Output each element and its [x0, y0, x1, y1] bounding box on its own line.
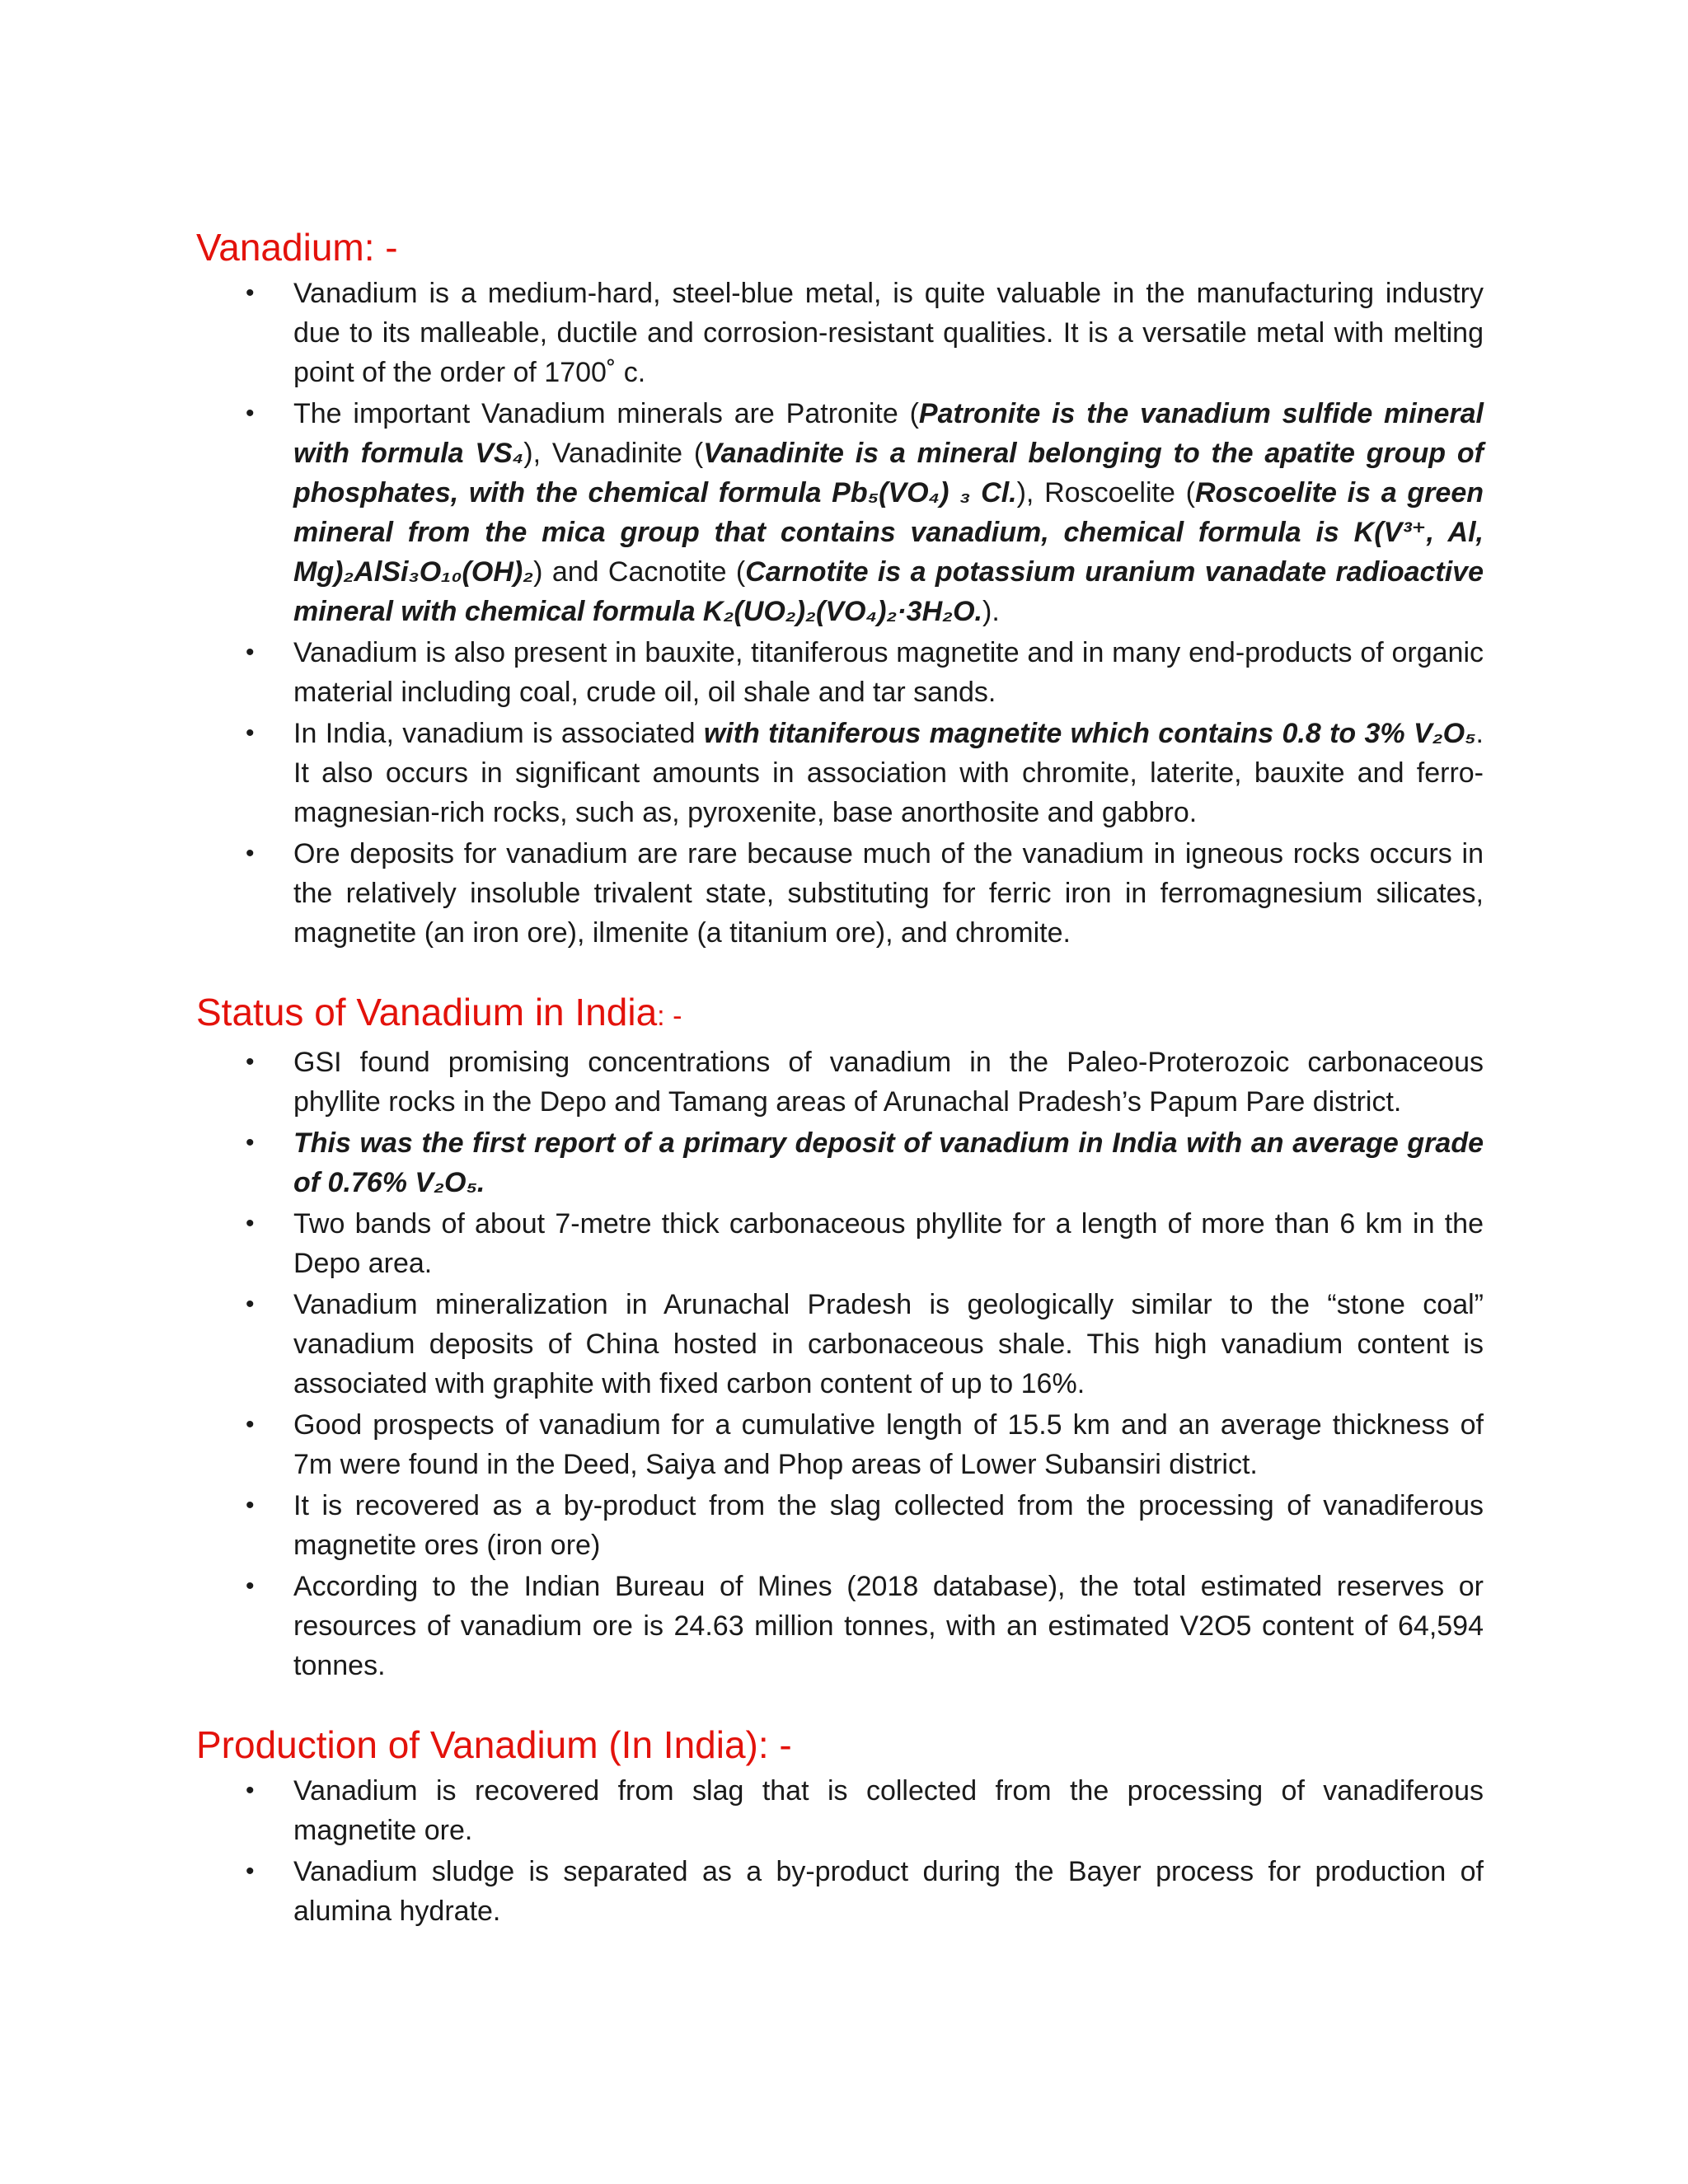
body-text: According to the Indian Bureau of Mines (2018 database), the total estimated reserves or resources of vanadium ore is 24.63 million tonnes, with an estimated V2O5 content of 64,594 tonnes.: [293, 1571, 1484, 1681]
emphasized-text: Vanadinite is a mineral belonging to the apatite group of phosphates, with the chemical formula Pb₅(VO₄) ₃ Cl.: [293, 438, 1484, 509]
list-item: [196, 714, 1484, 832]
bullet-icon: •: [246, 639, 255, 666]
section-3: [196, 1720, 1484, 1931]
section-heading: [196, 1720, 1484, 1769]
section-heading: [196, 987, 1484, 1041]
section-1: [196, 223, 1484, 953]
section-heading-text: Status of Vanadium in India: [196, 991, 658, 1033]
list-item: [196, 394, 1484, 631]
emphasized-text: Patronite is the vanadium sulfide mineral with formula VS₄: [293, 398, 1484, 469]
section-heading-text: Vanadium: -: [196, 226, 398, 269]
list-item: [196, 1123, 1484, 1202]
emphasized-text: with titaniferous magnetite which contains 0.8 to 3% V₂O₅: [703, 718, 1476, 749]
list-item: [196, 274, 1484, 392]
list-item: [196, 1405, 1484, 1484]
list-item: [196, 1285, 1484, 1404]
body-text: The important Vanadium minerals are Patronite (: [293, 398, 919, 429]
emphasized-text: Carnotite is a potassium uranium vanadate radioactive mineral with chemical formula K₂(UO₂)₂(VO₄)₂·3H₂O.: [293, 556, 1484, 627]
bullet-icon: •: [246, 1291, 255, 1318]
list-item: [196, 1771, 1484, 1850]
body-text: Vanadium is also present in bauxite, titaniferous magnetite and in many end-products of organic material including coal, crude oil, oil shale and tar sands.: [293, 637, 1484, 708]
body-text: GSI found promising concentrations of vanadium in the Paleo-Proterozoic carbonaceous phyllite rocks in the Depo and Tamang areas of Arunachal Pradesh’s Papum Pare district.: [293, 1047, 1484, 1118]
bullet-icon: •: [246, 279, 255, 307]
bullet-icon: •: [246, 840, 255, 867]
bullet-list: [196, 1043, 1484, 1685]
body-text: ), Vanadinite (: [523, 438, 704, 469]
body-text: It is recovered as a by-product from the slag collected from the processing of vanadiferous magnetite ores (iron ore): [293, 1490, 1484, 1561]
body-text: ), Roscoelite (: [1016, 477, 1195, 509]
list-item: [196, 633, 1484, 712]
list-item: [196, 1204, 1484, 1283]
body-text: Ore deposits for vanadium are rare because much of the vanadium in igneous rocks occurs in the relatively insoluble trivalent state, substituting for ferric iron in ferromagnesium silicates, magnetite (an iron ore), ilmenite (a titanium ore), and chromite.: [293, 838, 1484, 949]
body-text: ) and Cacnotite (: [533, 556, 746, 588]
body-text: Two bands of about 7-metre thick carbonaceous phyllite for a length of more than 6 km in the Depo area.: [293, 1208, 1484, 1279]
list-item: [196, 1852, 1484, 1931]
bullet-icon: •: [246, 1411, 255, 1438]
bullet-icon: •: [246, 1492, 255, 1519]
section-heading-suffix: : -: [657, 1001, 682, 1032]
bullet-icon: •: [246, 1572, 255, 1600]
bullet-icon: •: [246, 1048, 255, 1076]
body-text: . It also occurs in significant amounts in association with chromite, laterite, bauxite and ferro-magnesian-rich rocks, such as, pyroxenite, base anorthosite and gabbro.: [293, 718, 1484, 828]
bullet-icon: •: [246, 719, 255, 747]
body-text: Vanadium sludge is separated as a by-product during the Bayer process for production of alumina hydrate.: [293, 1856, 1484, 1927]
bullet-icon: •: [246, 1210, 255, 1237]
bullet-icon: •: [246, 400, 255, 427]
document-content: [196, 223, 1484, 1966]
bullet-icon: •: [246, 1777, 255, 1804]
list-item: [196, 1567, 1484, 1685]
bullet-list: [196, 1771, 1484, 1931]
body-text: Vanadium is recovered from slag that is collected from the processing of vanadiferous magnetite ore.: [293, 1775, 1484, 1846]
bullet-icon: •: [246, 1858, 255, 1885]
bullet-icon: •: [246, 1129, 255, 1156]
body-text: Vanadium mineralization in Arunachal Pradesh is geologically similar to the “stone coal” vanadium deposits of China hosted in carbonaceous shale. This high vanadium content is associated with graphite with fixed carbon content of up to 16%.: [293, 1289, 1484, 1399]
emphasized-text: Roscoelite is a green mineral from the mica group that contains vanadium, chemical formula is K(V³⁺, Al, Mg)₂AlSi₃O₁₀(OH)₂: [293, 477, 1484, 588]
body-text: In India, vanadium is associated: [293, 718, 704, 749]
bullet-list: [196, 274, 1484, 953]
list-item: [196, 1486, 1484, 1565]
list-item: [196, 834, 1484, 953]
body-text: Vanadium is a medium-hard, steel-blue metal, is quite valuable in the manufacturing industry due to its malleable, ductile and corrosion-resistant qualities. It is a versatile metal with melting point of the order of 1700˚ c.: [293, 278, 1484, 388]
list-item: [196, 1043, 1484, 1122]
emphasized-text: This was the first report of a primary deposit of vanadium in India with an average grade of 0.76% V₂O₅.: [293, 1127, 1484, 1198]
body-text: Good prospects of vanadium for a cumulative length of 15.5 km and an average thickness of 7m were found in the Deed, Saiya and Phop areas of Lower Subansiri district.: [293, 1409, 1484, 1480]
section-heading: [196, 223, 1484, 272]
section-heading-text: Production of Vanadium (In India): -: [196, 1723, 792, 1766]
section-2: [196, 987, 1484, 1685]
body-text: ).: [982, 596, 1000, 627]
